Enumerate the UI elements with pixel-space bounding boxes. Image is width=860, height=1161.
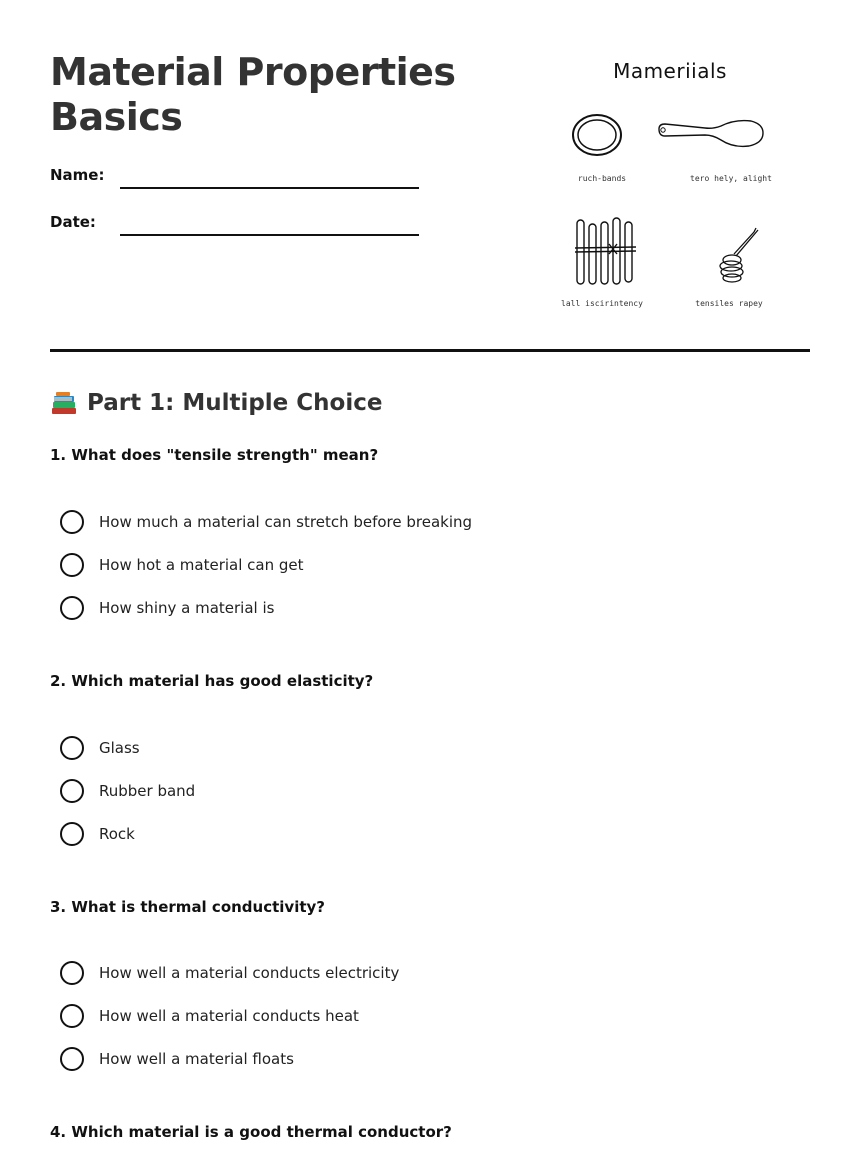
radio-button[interactable]: [60, 1004, 84, 1028]
header-divider: [50, 349, 810, 352]
question-3: 3. What is thermal conductivity?: [50, 898, 325, 916]
materials-title: Mameriials: [613, 59, 727, 83]
part-1-heading: [50, 389, 382, 417]
option-q1-a[interactable]: [60, 509, 472, 535]
date-label: Date:: [50, 213, 96, 231]
option-q1-b[interactable]: [60, 552, 304, 578]
part-1-title: Part 1: Multiple Choice: [87, 390, 383, 416]
option-q3-a[interactable]: [60, 960, 399, 986]
radio-button[interactable]: [60, 736, 84, 760]
radio-button[interactable]: [60, 822, 84, 846]
radio-button[interactable]: [60, 553, 84, 577]
name-field[interactable]: [120, 187, 419, 189]
option-label: Rubber band: [99, 782, 196, 800]
option-q2-c[interactable]: [60, 821, 135, 847]
option-q2-b[interactable]: [60, 778, 195, 804]
rope-icon: [712, 224, 762, 284]
material-caption: tero hely, alight: [690, 174, 772, 183]
material-caption: tensiles rapey: [695, 299, 763, 308]
rubber-band-icon: [568, 112, 628, 160]
radio-button[interactable]: [60, 779, 84, 803]
option-label: How well a material conducts heat: [99, 1007, 359, 1025]
option-q3-c[interactable]: [60, 1046, 294, 1072]
option-label: How well a material conducts electricity: [99, 964, 400, 982]
question-2: 2. Which material has good elasticity?: [50, 672, 374, 690]
radio-button[interactable]: [60, 510, 84, 534]
radio-button[interactable]: [60, 596, 84, 620]
name-label: Name:: [50, 166, 105, 184]
question-1: 1. What does "tensile strength" mean?: [50, 446, 379, 464]
question-4: 4. Which material is a good thermal conductor?: [50, 1123, 452, 1141]
material-caption: lall iscirintency: [561, 299, 643, 308]
date-field[interactable]: [120, 234, 419, 236]
option-q1-c[interactable]: [60, 595, 274, 621]
radio-button[interactable]: [60, 961, 84, 985]
material-caption: ruch-bands: [577, 174, 627, 183]
option-q3-b[interactable]: [60, 1003, 359, 1029]
radio-button[interactable]: [60, 1047, 84, 1071]
option-label: How shiny a material is: [99, 599, 275, 617]
option-label: How hot a material can get: [99, 556, 304, 574]
worksheet-title: Material Properties Basics: [50, 50, 456, 139]
spoon-icon: [655, 116, 767, 152]
option-label: Rock: [99, 825, 135, 843]
option-label: How well a material floats: [99, 1050, 294, 1068]
option-label: How much a material can stretch before breaking: [99, 513, 473, 531]
option-q2-a[interactable]: [60, 735, 140, 761]
option-label: Glass: [99, 739, 140, 757]
sticks-bundle-icon: [573, 214, 639, 288]
books-icon: [50, 389, 78, 417]
